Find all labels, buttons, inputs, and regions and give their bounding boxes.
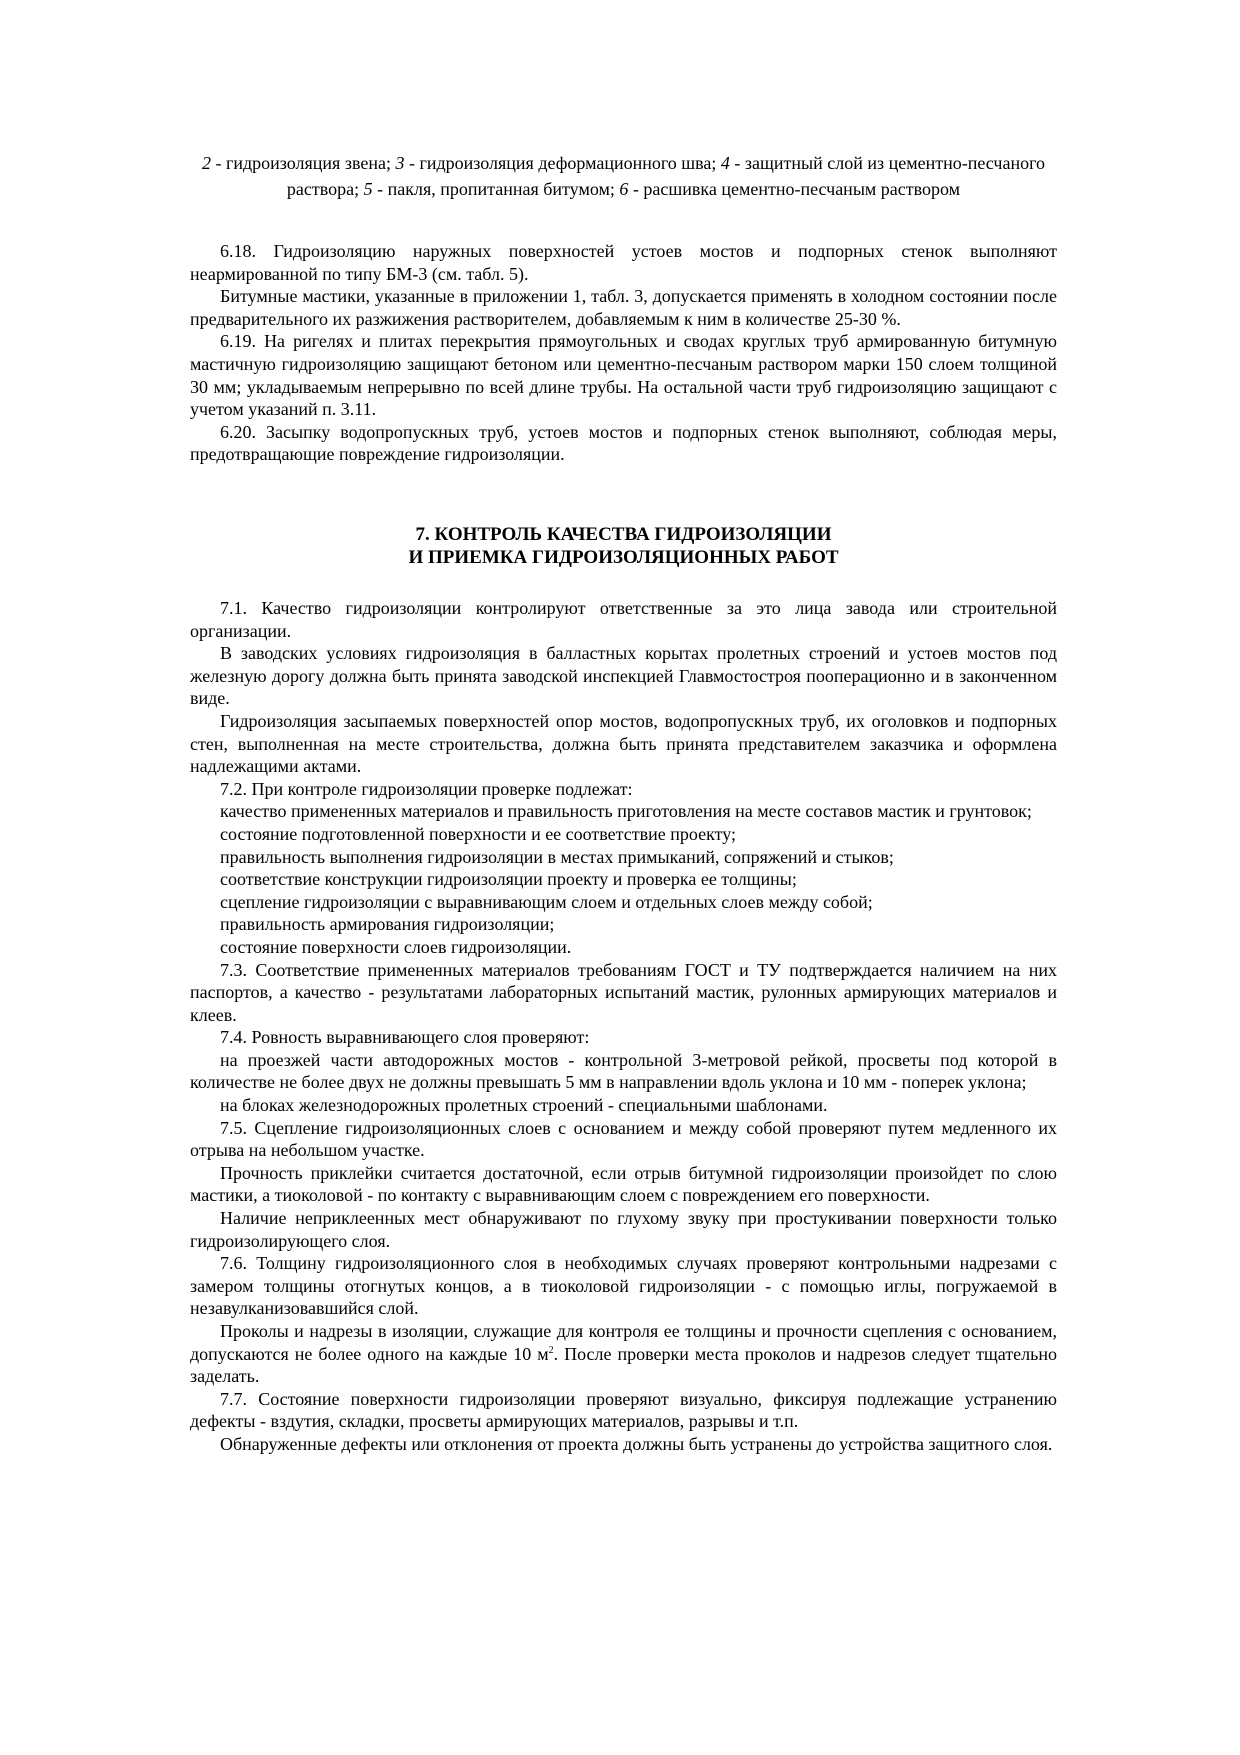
caption-item-text: - гидроизоляция звена; [210, 153, 396, 173]
caption-item-number: 6 [619, 179, 629, 199]
caption-item-number: 5 [363, 179, 373, 199]
paragraph-adhesion-strength: Прочность приклейки считается достаточной, если отрыв битумной гидроизоляции произойдет по слою мастики, а тиоколовой - по контакту с выравнивающим слоем с повреждением его поверхности. [190, 1162, 1057, 1206]
figure-caption [190, 150, 1057, 202]
list-item-reinforcement: правильность армирования гидроизоляции; [220, 914, 555, 935]
paragraph-7-4: 7.4. Ровность выравнивающего слоя проверяют: [220, 1027, 590, 1048]
list-item-adhesion: сцепление гидроизоляции с выравнивающим слоем и отдельных слоев между собой; [220, 891, 873, 912]
heading-line-1: 7. КОНТРОЛЬ КАЧЕСТВА ГИДРОИЗОЛЯЦИИ [415, 524, 832, 545]
paragraph-factory-conditions: В заводских условиях гидроизоляция в балластных корытах пролетных строений и устоев мостов под железную дорогу должна быть принята заводской инспекцией Главмостостроя пооперационно и в законченном виде. [190, 643, 1057, 709]
paragraph-7-3: 7.3. Соответствие примененных материалов требованиям ГОСТ и ТУ подтверждается наличием на них паспортов, а качество - результатами лабораторных испытаний мастик, рулонных армирующих материалов и клеев. [190, 959, 1057, 1025]
punctures-text-after: . После проверки места проколов и надрезов следует тщательно заделать. [190, 1343, 1057, 1387]
paragraph-bitumen-mastics: Битумные мастики, указанные в приложении 1, табл. 3, допускается применять в холодном состоянии после предварительного их разжижения растворителем, добавляемым к ним в количестве 25-30 %. [190, 286, 1057, 329]
caption-item-text: - пакля, пропитанная битумом; [372, 179, 620, 199]
paragraph-road-bridges: на проезжей части автодорожных мостов - контрольной 3-метровой рейкой, просветы под которой в количестве не более двух не должны превышать 5 мм в направлении вдоль уклона и 10 мм - поперек уклона; [190, 1049, 1057, 1093]
paragraph-7-5: 7.5. Сцепление гидроизоляционных слоев с основанием и между собой проверяют путем медленного их отрыва на небольшом участке. [190, 1117, 1057, 1161]
paragraph-7-1: 7.1. Качество гидроизоляции контролируют ответственные за это лица завода или строительной организации. [190, 598, 1057, 641]
caption-item-text: - гидроизоляция деформационного шва; [404, 153, 721, 173]
section-7-heading [190, 523, 1057, 569]
paragraph-defects: Обнаруженные дефекты или отклонения от проекта должны быть устранены до устройства защитного слоя. [220, 1433, 1053, 1454]
list-item-materials: качество примененных материалов и правильность приготовления на месте составов мастик и грунтовок; [220, 801, 1032, 822]
caption-item-number: 3 [395, 153, 405, 173]
caption-item-number: 2 [201, 153, 211, 173]
heading-line-2: И ПРИЕМКА ГИДРОИЗОЛЯЦИОННЫХ РАБОТ [408, 547, 839, 568]
caption-item-text: - защитный слой из цементно-песчаного раствора; [286, 153, 1046, 199]
paragraph-6-18: 6.18. Гидроизоляцию наружных поверхностей устоев мостов и подпорных стенок выполняют неармированной по типу БМ-3 (см. табл. 5). [190, 241, 1057, 284]
paragraph-6-20: 6.20. Засыпку водопропускных труб, устоев мостов и подпорных стенок выполняют, соблюдая меры, предотвращающие повреждение гидроизоляции. [190, 421, 1057, 465]
paragraph-7-2: 7.2. При контроле гидроизоляции проверке подлежат: [220, 778, 633, 799]
list-item-thickness: соответствие конструкции гидроизоляции проекту и проверка ее толщины; [220, 869, 797, 890]
caption-item-number: 4 [720, 153, 730, 173]
section-7-text [190, 597, 1057, 1456]
paragraph-backfilled-surfaces: Гидроизоляция засыпаемых поверхностей опор мостов, водопропускных труб, их оголовков и подпорных стен, выполненная на месте строительства, должна быть принята представителем заказчика и оформлена надлежащими актами. [190, 710, 1057, 777]
caption-item-text: - расшивка цементно-песчаным раствором [628, 179, 961, 199]
punctures-text-before: Проколы и надрезы в изоляции, служащие для контроля ее толщины и прочности сцепления с основанием, допускаются не более одного на каждые 10 м [190, 1321, 1057, 1364]
paragraph-punctures [190, 1320, 1057, 1388]
section-6-text [190, 240, 1057, 466]
list-item-layer-surface: состояние поверхности слоев гидроизоляции. [220, 936, 572, 957]
list-item-surface-state: состояние подготовленной поверхности и ее соответствие проекту; [220, 823, 736, 844]
square-superscript: 2 [548, 1344, 554, 1356]
paragraph-7-6: 7.6. Толщину гидроизоляционного слоя в необходимых случаях проверяют контрольными надрезами с замером толщины отогнутых концов, а в тиоколовой гидроизоляции - с помощью иглы, погружаемой в незавулканизовавшийся слой. [190, 1253, 1057, 1319]
list-item-junctions: правильность выполнения гидроизоляции в местах примыканий, сопряжений и стыков; [220, 846, 894, 867]
paragraph-6-19: 6.19. На ригелях и плитах перекрытия прямоугольных и сводах круглых труб армированную битумную мастичную гидроизоляцию защищают бетоном или цементно-песчаным раствором марки 150 слоем толщиной 30 мм; укладываемым непрерывно по всей длине трубы. На остальной части труб гидроизоляцию защищают с учетом указаний п. 3.11. [190, 331, 1057, 420]
paragraph-unglued-spots: Наличие неприклеенных мест обнаруживают по глухому звуку при простукивании поверхности только гидроизолирующего слоя. [190, 1208, 1057, 1251]
paragraph-7-7: 7.7. Состояние поверхности гидроизоляции проверяют визуально, фиксируя подлежащие устранению дефекты - вздутия, складки, просветы армирующих материалов, разрывы и т.п. [190, 1388, 1057, 1432]
paragraph-railway-blocks: на блоках железнодорожных пролетных строений - специальными шаблонами. [220, 1095, 828, 1116]
